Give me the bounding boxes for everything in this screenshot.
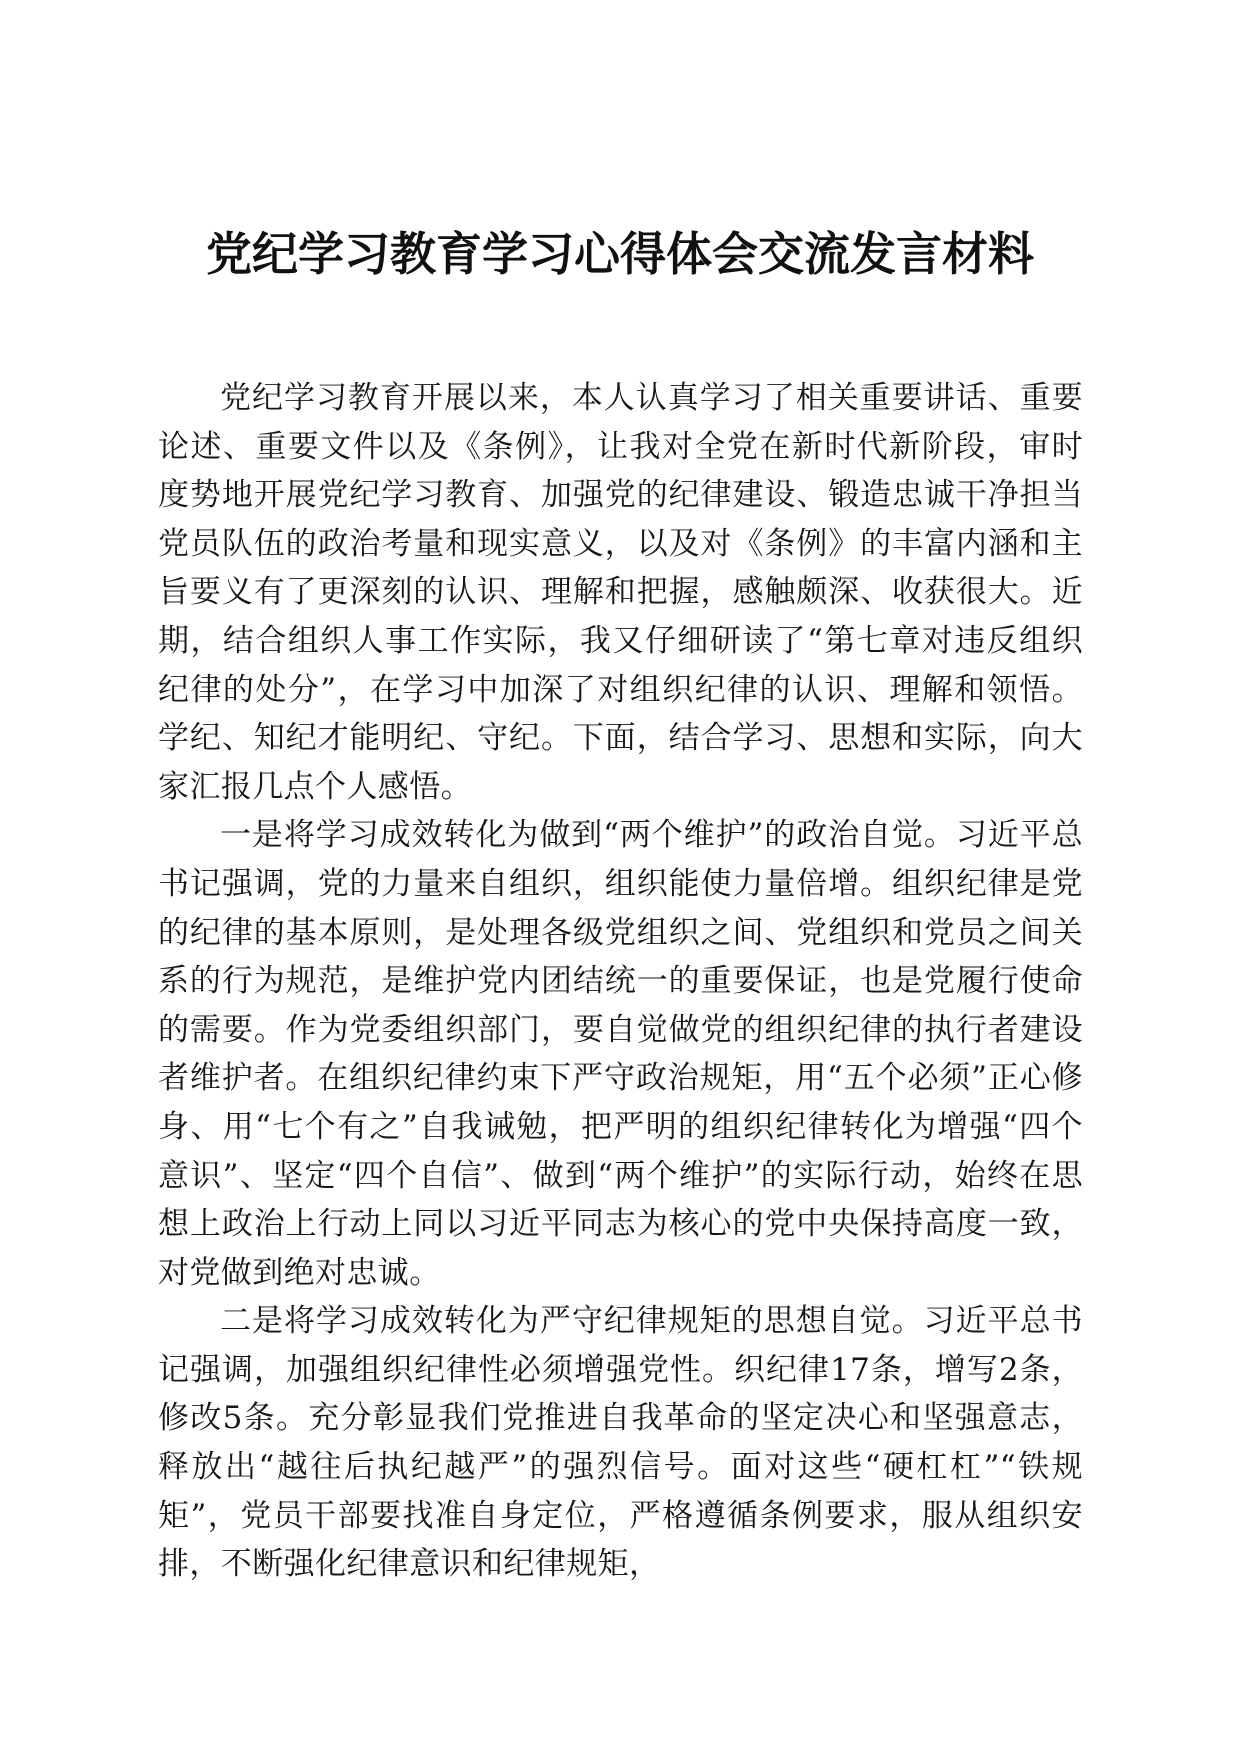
document-title: 党纪学习教育学习心得体会交流发言材料 [206, 227, 1034, 281]
paragraph-point-one: 一是将学习成效转化为做到“两个维护”的政治自觉。习近平总书记强调，党的力量来自组织，组织能使力量倍增。组织纪律是党的纪律的基本原则，是处理各级党组织之间、党组织和党员之间关系的行为规范，是维护党内团结统一的重要保证，也是党履行使命的需要。作为党委组织部门，要自觉做党的组织纪律的执行者建设者维护者。在组织纪律约束下严守政治规矩，用“五个必须”正心修身、用“七个有之”自我诫勉，把严明的组织纪律转化为增强“四个意识”、坚定“四个自信”、做到“两个维护”的实际行动，始终在思想上政治上行动上同以习近平同志为核心的党中央保持高度一致，对党做到绝对忠诚。 [158, 817, 1083, 1291]
document-body [158, 374, 1083, 1589]
paragraph-intro: 党纪学习教育开展以来，本人认真学习了相关重要讲话、重要论述、重要文件以及《条例》，让我对全党在新时代新阶段，审时度势地开展党纪学习教育、加强党的纪律建设、锻造忠诚干净担当党员队伍的政治考量和现实意义，以及对《条例》的丰富内涵和主旨要义有了更深刻的认识、理解和把握，感触颇深、收获很大。近期，结合组织人事工作实际，我又仔细研读了“第七章对违反组织纪律的处分”，在学习中加深了对组织纪律的认识、理解和领悟。学纪、知纪才能明纪、守纪。下面，结合学习、思想和实际，向大家汇报几点个人感悟。 [158, 380, 1083, 805]
paragraph-point-two: 二是将学习成效转化为严守纪律规矩的思想自觉。习近平总书记强调，加强组织纪律性必须增强党性。织纪律17条，增写2条，修改5条。充分彰显我们党推进自我革命的坚定决心和坚强意志，释放出“越往后执纪越严”的强烈信号。面对这些“硬杠杠”“铁规矩”，党员干部要找准自身定位，严格遵循条例要求，服从组织安排，不断强化纪律意识和纪律规矩， [158, 1303, 1083, 1583]
